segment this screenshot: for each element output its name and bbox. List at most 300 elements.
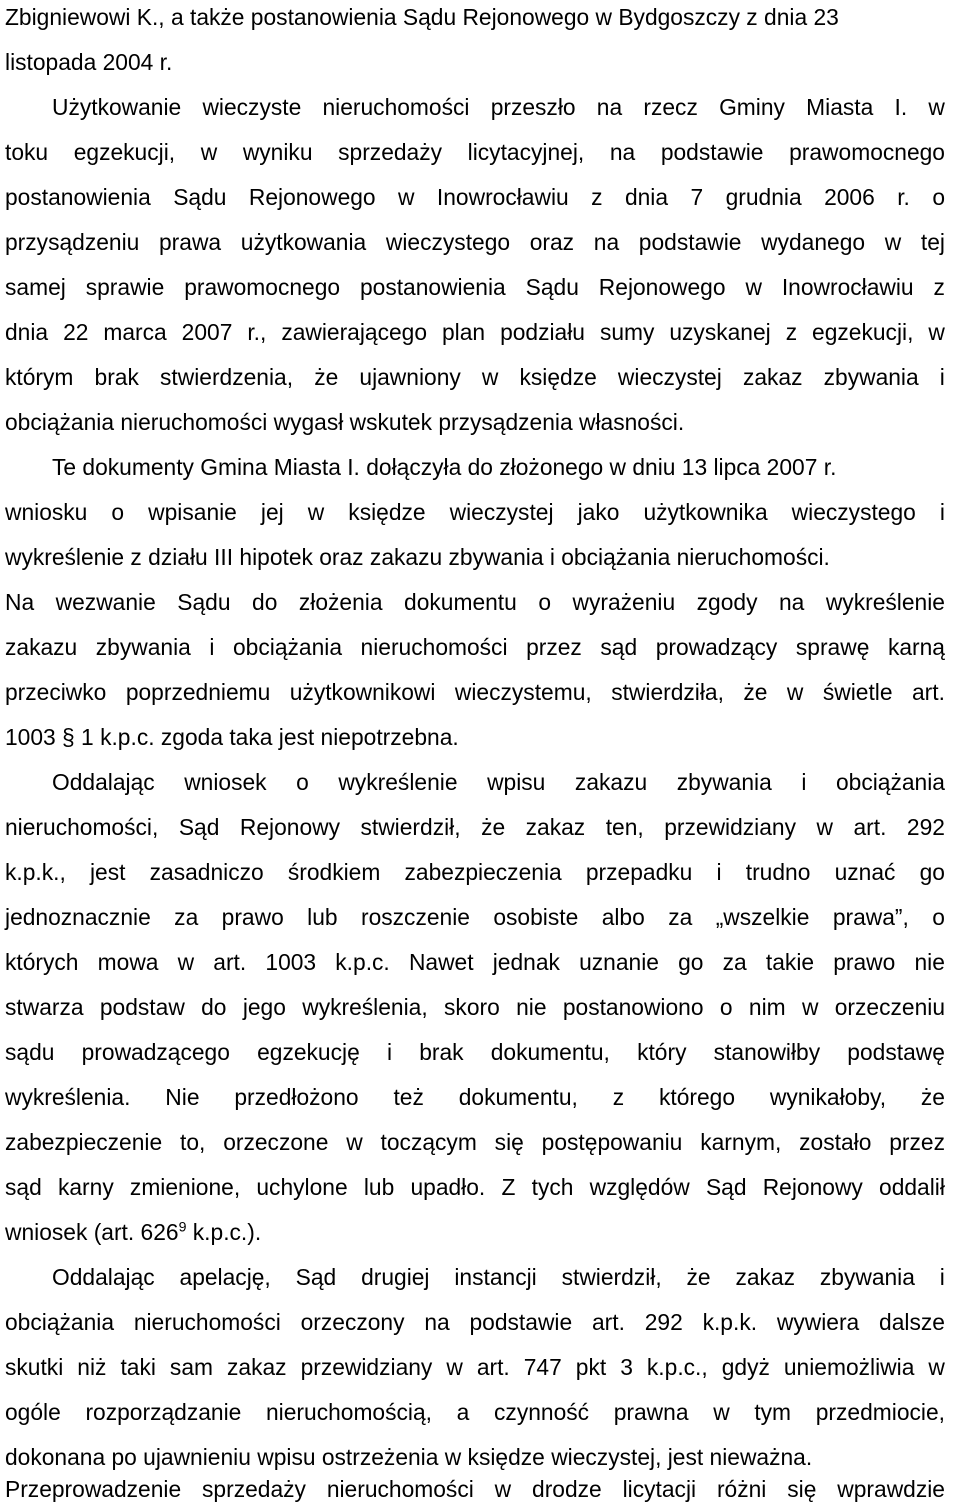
word: ogóle xyxy=(5,1399,61,1425)
word: drugiej xyxy=(361,1264,430,1290)
word: nie xyxy=(914,949,945,975)
word: osobiste xyxy=(493,904,579,930)
word: oddalił xyxy=(879,1174,945,1200)
word: r., xyxy=(247,319,267,345)
text-line xyxy=(5,1084,945,1110)
word: zasadniczo xyxy=(149,859,264,885)
word: o xyxy=(932,904,945,930)
word: w xyxy=(346,1129,363,1155)
word: stwierdził, xyxy=(360,814,461,840)
word: dalsze xyxy=(879,1309,945,1335)
text-line xyxy=(5,994,945,1020)
word: którego xyxy=(658,1084,736,1110)
word: art. xyxy=(213,949,247,975)
word: stwierdzenia, xyxy=(160,364,294,390)
word: obciążania xyxy=(835,769,945,795)
word: że xyxy=(481,814,506,840)
word: go xyxy=(919,859,945,885)
word: i xyxy=(939,364,945,390)
word: Sądu xyxy=(525,274,579,300)
word: dokumentu, xyxy=(458,1084,578,1110)
word: sumy xyxy=(599,319,655,345)
word: r. xyxy=(897,184,910,210)
word: za xyxy=(722,949,747,975)
word: Sądu xyxy=(177,589,231,615)
word: że xyxy=(920,1084,945,1110)
word: samej xyxy=(5,274,66,300)
word: przysądzeniu xyxy=(5,229,140,255)
word: przez xyxy=(526,634,582,660)
word: marca xyxy=(103,319,167,345)
word: wpisu xyxy=(487,769,546,795)
word: na xyxy=(778,589,805,615)
text-line xyxy=(5,634,945,660)
word: roszczenie xyxy=(360,904,470,930)
word: karny xyxy=(57,1174,114,1200)
word: wieczystego xyxy=(791,499,916,525)
word: rzecz xyxy=(643,94,698,120)
word: jako xyxy=(577,499,620,525)
word: w xyxy=(177,949,195,975)
word: sądu xyxy=(5,1039,55,1065)
word: wieczystemu, xyxy=(454,679,592,705)
text-line xyxy=(5,1219,261,1245)
word: że xyxy=(686,1264,711,1290)
word: wyrażeniu xyxy=(572,589,676,615)
word: uniemożliwia xyxy=(783,1354,915,1380)
word: z xyxy=(591,184,603,210)
word: oraz xyxy=(529,229,575,255)
text-line xyxy=(5,319,945,345)
word: zabezpieczenia xyxy=(404,859,562,885)
word: przewidziany xyxy=(664,814,797,840)
word: w xyxy=(928,94,945,120)
word: art. xyxy=(853,814,887,840)
word: środkiem xyxy=(287,859,381,885)
word: użytkownika xyxy=(643,499,768,525)
word: w xyxy=(884,229,902,255)
text-line xyxy=(5,859,945,885)
text-segment: k.p.c.). xyxy=(186,1219,262,1245)
word: w xyxy=(816,814,833,840)
word: karną xyxy=(887,634,945,660)
text-line xyxy=(5,1354,945,1380)
word: za xyxy=(668,904,693,930)
word: wykreślenia. xyxy=(5,1084,131,1110)
text-line xyxy=(5,679,945,705)
word: Rejonowego xyxy=(248,184,376,210)
word: brak xyxy=(419,1039,464,1065)
word: k.p.k. xyxy=(702,1309,758,1335)
word: art. xyxy=(476,1354,510,1380)
word: złożenia xyxy=(298,589,383,615)
text-line xyxy=(5,1174,945,1200)
word: 2006 xyxy=(824,184,875,210)
word: zabezpieczenie xyxy=(5,1129,163,1155)
word: Oddalając xyxy=(52,769,155,795)
word: 292 xyxy=(906,814,945,840)
word: w xyxy=(745,274,762,300)
word: I. xyxy=(894,94,908,120)
word: postępowaniu xyxy=(541,1129,683,1155)
word: prawa”, xyxy=(832,904,909,930)
word: w xyxy=(928,1354,945,1380)
word: przeciwko xyxy=(5,679,107,705)
word: uznać xyxy=(834,859,896,885)
word: podziału xyxy=(500,319,585,345)
text-line: obciążania nieruchomości wygasł wskutek przysądzenia własności. xyxy=(5,409,685,435)
word: brak xyxy=(94,364,139,390)
word: Użytkowanie xyxy=(52,94,182,120)
text-line xyxy=(52,1264,945,1290)
word: w xyxy=(481,364,499,390)
word: prawa xyxy=(159,229,222,255)
text-line xyxy=(5,589,945,615)
word: i xyxy=(716,859,722,885)
word: Sądu xyxy=(173,184,227,210)
word: drodze xyxy=(532,1476,602,1502)
word: sprawie xyxy=(85,274,165,300)
word: nieruchomości xyxy=(322,94,470,120)
word: k.p.c. xyxy=(335,949,390,975)
word: zostało xyxy=(799,1129,872,1155)
text-line xyxy=(5,814,945,840)
word: na xyxy=(593,229,620,255)
word: Nawet xyxy=(408,949,474,975)
word: dokumentu, xyxy=(490,1039,610,1065)
word: wykreślenie xyxy=(825,589,945,615)
word: Miasta xyxy=(806,94,874,120)
word: którym xyxy=(5,364,74,390)
word: nieruchomością, xyxy=(266,1399,432,1425)
word: w xyxy=(494,1476,512,1502)
word: ten, xyxy=(605,814,644,840)
word: Nie xyxy=(165,1084,200,1110)
word: o xyxy=(538,589,551,615)
word: art. xyxy=(591,1309,625,1335)
word: nim xyxy=(748,994,786,1020)
word: egzekucję xyxy=(257,1039,360,1065)
word: gdyż xyxy=(721,1354,770,1380)
word: pkt xyxy=(575,1354,607,1380)
word: w xyxy=(307,499,325,525)
word: stwierdził, xyxy=(561,1264,662,1290)
word: zakaz xyxy=(742,364,803,390)
word: go xyxy=(678,949,704,975)
word: i xyxy=(209,634,215,660)
word: lub xyxy=(307,904,338,930)
word: rozporządzanie xyxy=(85,1399,242,1425)
word: nieruchomości xyxy=(326,1476,474,1502)
word: karnym, xyxy=(700,1129,782,1155)
word: w xyxy=(801,994,819,1020)
word: k.p.c., xyxy=(646,1354,708,1380)
word: Rejonowy xyxy=(762,1174,863,1200)
word: w xyxy=(200,139,218,165)
word: podstawie xyxy=(469,1309,573,1335)
word: prowadzący xyxy=(655,634,778,660)
word: Sąd xyxy=(295,1264,337,1290)
word: jego xyxy=(242,994,286,1020)
word: niż xyxy=(77,1354,107,1380)
word: dnia xyxy=(5,319,49,345)
text-line: dokonana po ujawnieniu wpisu ostrzeżenia w księdze wieczystej, jest nieważna. xyxy=(5,1444,813,1470)
word: jednak xyxy=(492,949,560,975)
word: wezwanie xyxy=(55,589,156,615)
word: za xyxy=(174,904,199,930)
word: 747 xyxy=(523,1354,562,1380)
word: obciążania xyxy=(5,1309,114,1335)
word: zmienione, xyxy=(129,1174,241,1200)
text-line: Te dokumenty Gmina Miasta I. dołączyła do złożonego w dniu 13 lipca 2007 r. xyxy=(52,454,837,480)
word: księdze xyxy=(519,364,597,390)
word: wieczystej xyxy=(617,364,722,390)
word: do xyxy=(201,994,227,1020)
text-line xyxy=(5,1399,945,1425)
word: wniosku xyxy=(5,499,88,525)
word: orzeczony xyxy=(300,1309,405,1335)
word: orzeczeniu xyxy=(834,994,945,1020)
text-line: listopada 2004 r. xyxy=(5,49,173,75)
word: podstawę xyxy=(847,1039,945,1065)
word: wprawdzie xyxy=(837,1476,945,1502)
word: się xyxy=(787,1476,817,1502)
word: Gminy xyxy=(719,94,785,120)
word: prawomocnego xyxy=(184,274,341,300)
word: księdze xyxy=(348,499,426,525)
text-line: 1003 § 1 k.p.c. zgoda taka jest niepotrzebna. xyxy=(5,724,459,750)
word: egzekucji, xyxy=(812,319,914,345)
word: uchylone xyxy=(256,1174,348,1200)
word: do xyxy=(252,589,278,615)
word: przedłożono xyxy=(234,1084,359,1110)
word: których xyxy=(5,949,79,975)
word: który xyxy=(637,1039,687,1065)
word: wieczystego xyxy=(385,229,511,255)
word: 22 xyxy=(63,319,89,345)
word: na xyxy=(596,94,623,120)
word: dnia xyxy=(624,184,669,210)
word: uzyskanej xyxy=(669,319,771,345)
word: przewidziany xyxy=(300,1354,433,1380)
word: zgody xyxy=(696,589,758,615)
superscript: 9 xyxy=(178,1218,187,1235)
word: „wszelkie xyxy=(715,904,810,930)
word: takie xyxy=(765,949,815,975)
word: plan xyxy=(442,319,486,345)
word: art. xyxy=(911,679,945,705)
word: sąd xyxy=(5,1174,42,1200)
word: w xyxy=(786,679,804,705)
text-line xyxy=(5,1476,945,1502)
word: o xyxy=(111,499,125,525)
word: 7 xyxy=(690,184,704,210)
text-line xyxy=(5,949,945,975)
word: prowadzącego xyxy=(81,1039,230,1065)
word: zakaz xyxy=(525,814,586,840)
text-line xyxy=(5,1129,945,1155)
word: przez xyxy=(889,1129,945,1155)
word: o xyxy=(932,184,945,210)
word: zbywania xyxy=(823,364,919,390)
word: wpisanie xyxy=(148,499,237,525)
word: wniosek xyxy=(184,769,267,795)
word: na xyxy=(609,139,636,165)
word: Sąd xyxy=(178,814,220,840)
word: stwierdziła, xyxy=(611,679,724,705)
word: zbywania xyxy=(676,769,772,795)
text-line xyxy=(5,499,945,525)
word: sam xyxy=(169,1354,213,1380)
word: lub xyxy=(363,1174,395,1200)
word: trudno xyxy=(745,859,811,885)
word: zakaz xyxy=(735,1264,796,1290)
word: wywiera xyxy=(776,1309,860,1335)
word: egzekucji, xyxy=(73,139,176,165)
word: przedmiocie, xyxy=(815,1399,945,1425)
word: zakazu xyxy=(5,634,78,660)
word: nieruchomości, xyxy=(5,814,159,840)
word: skoro xyxy=(444,994,500,1020)
word: 2007 xyxy=(181,319,233,345)
word: poprzedniemu xyxy=(125,679,271,705)
word: albo xyxy=(601,904,645,930)
word: z xyxy=(612,1084,625,1110)
word: Sąd xyxy=(705,1174,747,1200)
text-line: wykreślenie z działu III hipotek oraz zakazu zbywania i obciążania nieruchomości. xyxy=(5,544,830,570)
word: użytkowania xyxy=(240,229,367,255)
word: mowa xyxy=(97,949,159,975)
text-line xyxy=(52,769,945,795)
word: nieruchomości xyxy=(133,1309,281,1335)
word: prawna xyxy=(613,1399,689,1425)
word: uznanie xyxy=(579,949,659,975)
word: jednoznacznie xyxy=(5,904,151,930)
word: Inowrocławiu xyxy=(781,274,914,300)
word: Na xyxy=(5,589,35,615)
word: Oddalając xyxy=(52,1264,155,1290)
word: użytkownikowi xyxy=(289,679,436,705)
word: sprzedaży xyxy=(338,139,443,165)
word: postanowienia xyxy=(359,274,506,300)
word: wykreślenie xyxy=(338,769,458,795)
word: wyniku xyxy=(242,139,313,165)
text-line xyxy=(5,274,945,300)
word: sąd xyxy=(600,634,638,660)
word: prawomocnego xyxy=(789,139,945,165)
word: wynikałoby, xyxy=(769,1084,887,1110)
word: tych xyxy=(531,1174,574,1200)
word: a xyxy=(456,1399,470,1425)
word: że xyxy=(314,364,339,390)
word: w xyxy=(446,1354,463,1380)
word: różni xyxy=(716,1476,767,1502)
word: sprzedaży xyxy=(202,1476,306,1502)
word: toku xyxy=(5,139,49,165)
word: Z xyxy=(501,1174,516,1200)
text-segment: wniosek (art. 626 xyxy=(5,1219,179,1245)
word: o xyxy=(296,769,309,795)
word: z xyxy=(785,319,798,345)
word: obciążania xyxy=(233,634,342,660)
word: i xyxy=(939,499,945,525)
word: w xyxy=(928,319,945,345)
word: czynność xyxy=(494,1399,590,1425)
word: wykreślenia, xyxy=(302,994,428,1020)
word: Inowrocławiu xyxy=(436,184,569,210)
text-line xyxy=(5,904,945,930)
word: wieczystej xyxy=(449,499,554,525)
word: też xyxy=(393,1084,424,1110)
word: apelację, xyxy=(179,1264,271,1290)
word: jest xyxy=(89,859,126,885)
word: podstaw xyxy=(99,994,185,1020)
text-line xyxy=(5,229,945,255)
word: skutki xyxy=(5,1354,64,1380)
word: prawo xyxy=(833,949,896,975)
word: i xyxy=(801,769,807,795)
word: stanowiłby xyxy=(713,1039,821,1065)
word: tej xyxy=(920,229,945,255)
word: jej xyxy=(260,499,284,525)
word: dokumentu xyxy=(404,589,517,615)
word: 292 xyxy=(644,1309,683,1335)
word: postanowiono xyxy=(562,994,704,1020)
word: 3 xyxy=(620,1354,633,1380)
word: k.p.k., xyxy=(5,859,66,885)
word: i xyxy=(386,1039,393,1065)
word: przeszło xyxy=(490,94,576,120)
word: toczącym xyxy=(380,1129,477,1155)
word: zbywania xyxy=(95,634,191,660)
word: orzeczone xyxy=(223,1129,329,1155)
word: wieczyste xyxy=(202,94,302,120)
text-line xyxy=(5,139,945,165)
word: wydanego xyxy=(761,229,866,255)
word: tym xyxy=(754,1399,792,1425)
word: nieruchomości xyxy=(360,634,508,660)
word: świetle xyxy=(822,679,893,705)
word: że xyxy=(743,679,768,705)
word: zakazu xyxy=(574,769,648,795)
word: zakaz xyxy=(227,1354,287,1380)
word: Przeprowadzenie xyxy=(5,1476,182,1502)
word: na xyxy=(424,1309,450,1335)
word: licytacyjnej, xyxy=(467,139,585,165)
text-line xyxy=(5,184,945,210)
text-line: Zbigniewowi K., a także postanowienia Sądu Rejonowego w Bydgoszczy z dnia 23 xyxy=(5,4,839,30)
word: ujawniony xyxy=(359,364,461,390)
text-line xyxy=(5,364,945,390)
word: to, xyxy=(180,1129,206,1155)
word: w xyxy=(398,184,415,210)
word: grudnia xyxy=(725,184,802,210)
word: instancji xyxy=(454,1264,537,1290)
word: prawo xyxy=(221,904,284,930)
word: w xyxy=(713,1399,730,1425)
word: przepadku xyxy=(585,859,693,885)
word: zbywania xyxy=(819,1264,915,1290)
word: się xyxy=(494,1129,524,1155)
word: względów xyxy=(589,1174,690,1200)
word: upadło. xyxy=(410,1174,486,1200)
word: stwarza xyxy=(5,994,84,1020)
word: sprawę xyxy=(795,634,870,660)
word: Rejonowy xyxy=(239,814,340,840)
word: podstawie xyxy=(660,139,764,165)
word: zawierającego xyxy=(281,319,428,345)
word: nie xyxy=(516,994,547,1020)
